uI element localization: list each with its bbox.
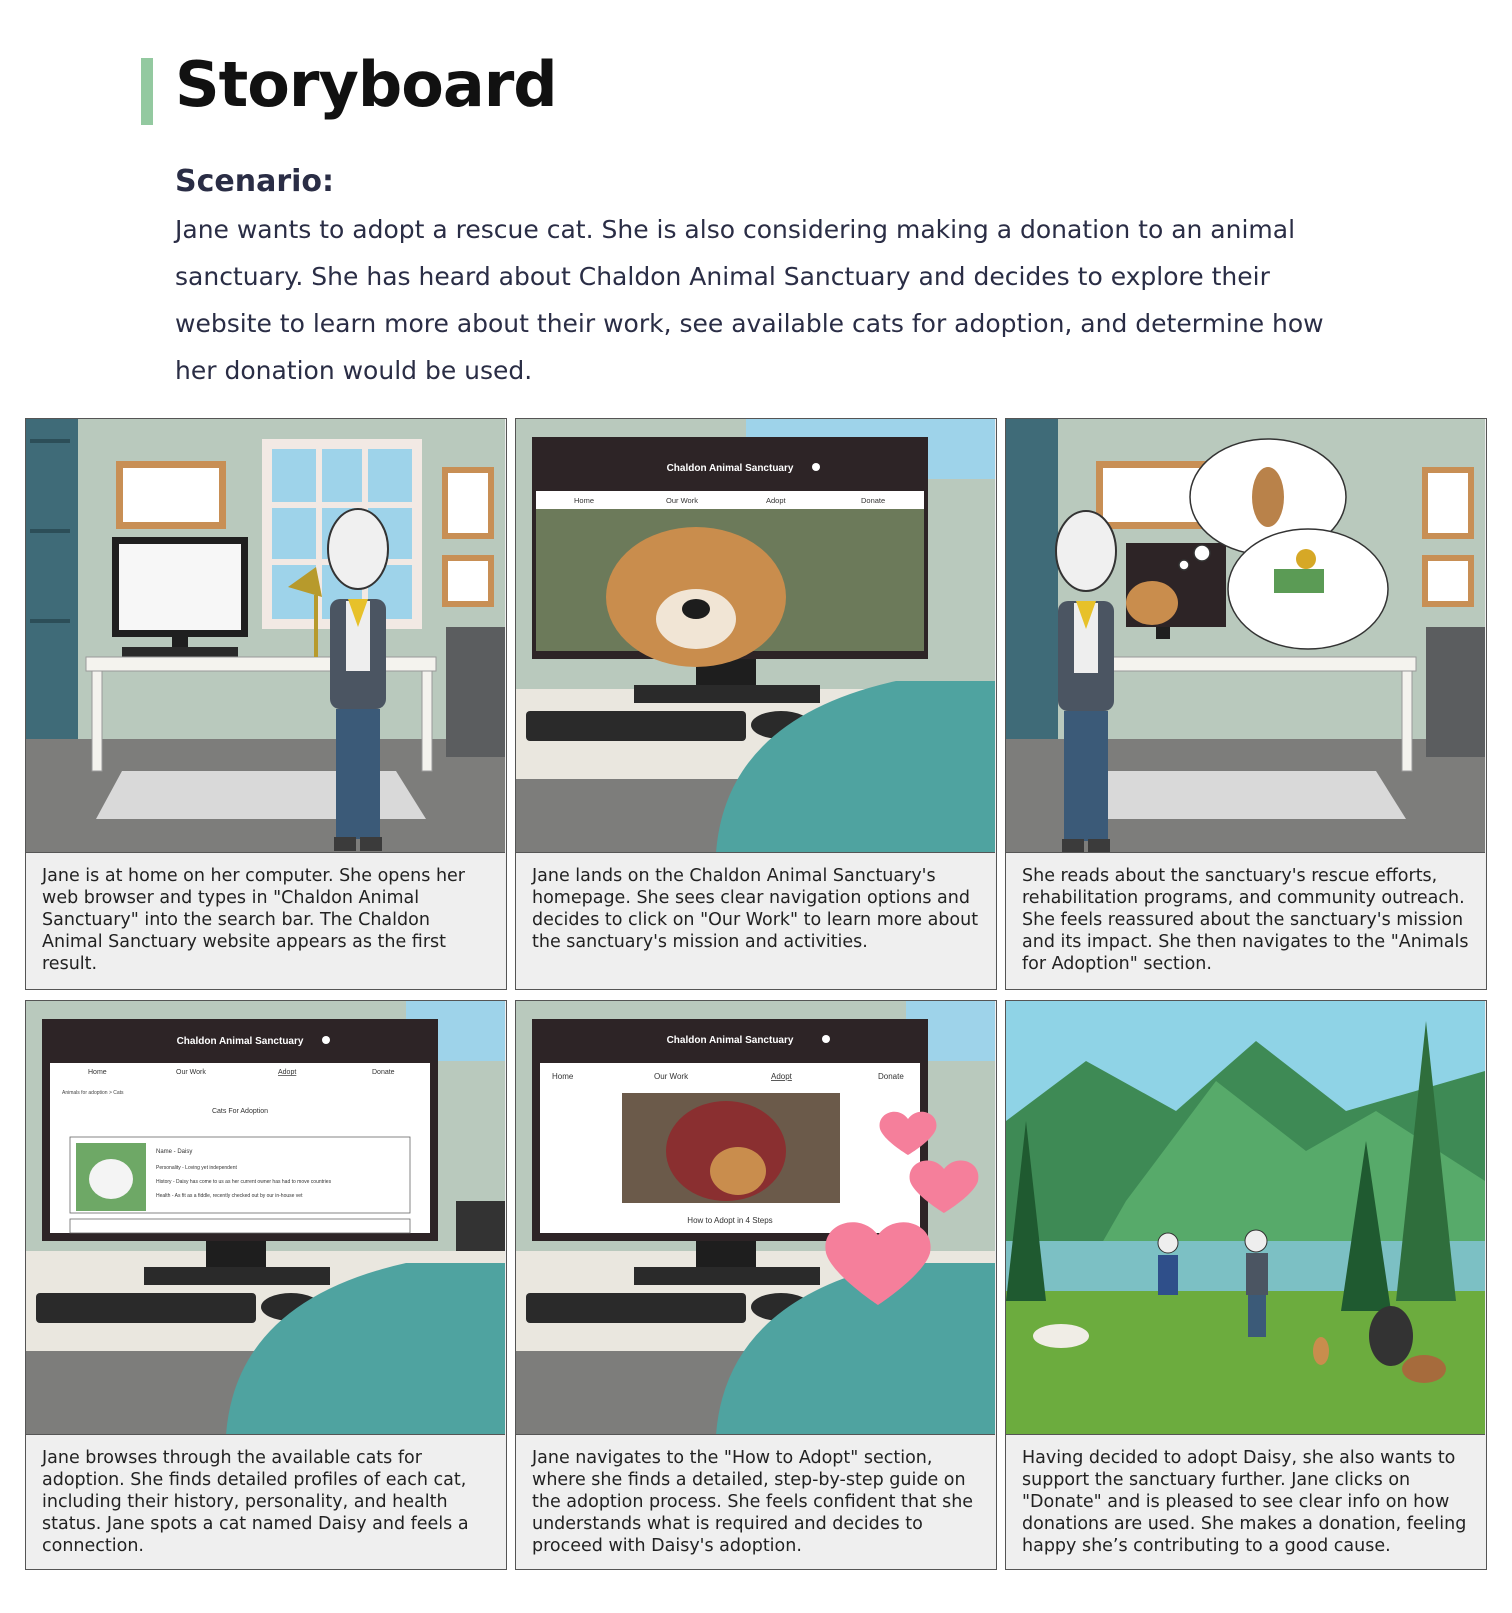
panel-2-site-name: Chaldon Animal Sanctuary (666, 463, 794, 474)
panel-4-nav-donate: Donate (372, 1069, 395, 1076)
title-accent-bar (141, 58, 153, 125)
panel-5-caption: Jane navigates to the "How to Adopt" section, where she finds a detailed, step-by-step guide on the adoption process. She feels confident that she understands what is required and decides to proceed with Daisy's adoption. (532, 1448, 974, 1556)
paw-icon (812, 463, 820, 471)
page-title: Storyboard (175, 48, 557, 121)
panel-4-breadcrumb: Animals for adoption > Cats (62, 1090, 124, 1096)
panel-2-nav-home: Home (574, 496, 595, 505)
dog-figure (1402, 1355, 1446, 1383)
panel-2-nav-donate: Donate (861, 496, 886, 505)
panel-4-nav-our-work: Our Work (176, 1069, 206, 1076)
paw-icon (822, 1035, 830, 1043)
dog-figure (1369, 1306, 1413, 1366)
panel-6-scene (1006, 1001, 1485, 1435)
panel-2-nav-adopt: Adopt (766, 496, 786, 505)
paw-icon (322, 1036, 330, 1044)
panel-3-scene (1006, 419, 1485, 853)
panel-5-nav-donate: Donate (878, 1072, 904, 1081)
storyboard-panel-3 (1005, 418, 1487, 990)
panel-1-scene (26, 419, 505, 853)
panel-4-cat-name: Name - Daisy (156, 1149, 193, 1155)
panel-6-caption: Having decided to adopt Daisy, she also wants to support the sanctuary further. Jane clicks on "Donate" and is pleased to see clear info on how donations are used. She makes a donation, feeling happy she’s contributing to a good cause. (1022, 1448, 1467, 1556)
storyboard-panel-5 (515, 1000, 997, 1570)
panel-5-nav-home: Home (552, 1072, 574, 1081)
panel-4-cat-history: History - Daisy has come to us as her current owner has had to move countries (156, 1179, 332, 1185)
panel-4-cat-health: Health - As fit as a fiddle, recently checked out by our in-house vet (156, 1193, 303, 1199)
panel-4-nav-home: Home (88, 1069, 107, 1076)
panel-2-nav-our-work: Our Work (666, 496, 698, 505)
storyboard-panel-4 (25, 1000, 507, 1570)
cat-figure (1313, 1337, 1329, 1365)
panel-5-nav-adopt: Adopt (771, 1072, 792, 1081)
storyboard-panel-1 (25, 418, 507, 990)
storyboard-panel-2 (515, 418, 997, 990)
panel-2-scene (516, 419, 995, 853)
panel-3-caption: She reads about the sanctuary's rescue efforts, rehabilitation programs, and community outreach. She feels reassured about the sanctuary's mission and its impact. She then navigates to the "Animals for Adoption" section. (1022, 866, 1469, 974)
panel-4-nav-adopt: Adopt (278, 1069, 297, 1076)
panel-4-site-name: Chaldon Animal Sanctuary (176, 1036, 304, 1047)
panel-4-cats-heading: Cats For Adoption (211, 1108, 269, 1115)
panel-2-caption: Jane lands on the Chaldon Animal Sanctuary's homepage. She sees clear navigation options and decides to click on "Our Work" to learn more about the sanctuary's mission and activities. (532, 866, 979, 952)
cat-figure (1033, 1324, 1089, 1348)
panel-5-nav-our-work: Our Work (654, 1072, 689, 1081)
storyboard-panel-6 (1005, 1000, 1487, 1570)
panel-4-caption: Jane browses through the available cats for adoption. She finds detailed profiles of each cat, including their history, personality, and health status. Jane spots a cat named Daisy and feels a connection. (42, 1448, 469, 1556)
panel-4-scene (26, 1001, 505, 1435)
panel-1-caption: Jane is at home on her computer. She opens her web browser and types in "Chaldon Animal Sanctuary" into the search bar. The Chaldon Animal Sanctuary website appears as the first result. (42, 866, 465, 974)
panel-4-cat-personality: Personality - Loving yet independent (156, 1165, 237, 1171)
panel-5-scene (516, 1001, 995, 1435)
scenario-text: Jane wants to adopt a rescue cat. She is also considering making a donation to an animal sanctuary. She has heard about Chaldon Animal Sanctuary and decides to explore their website to learn more about their work, see available cats for adoption, and determine how her donation would be used. (175, 215, 1324, 385)
panel-5-adopt-caption: How to Adopt in 4 Steps (687, 1216, 773, 1225)
panel-5-site-name: Chaldon Animal Sanctuary (666, 1035, 794, 1046)
scenario-label: Scenario: (175, 164, 335, 199)
